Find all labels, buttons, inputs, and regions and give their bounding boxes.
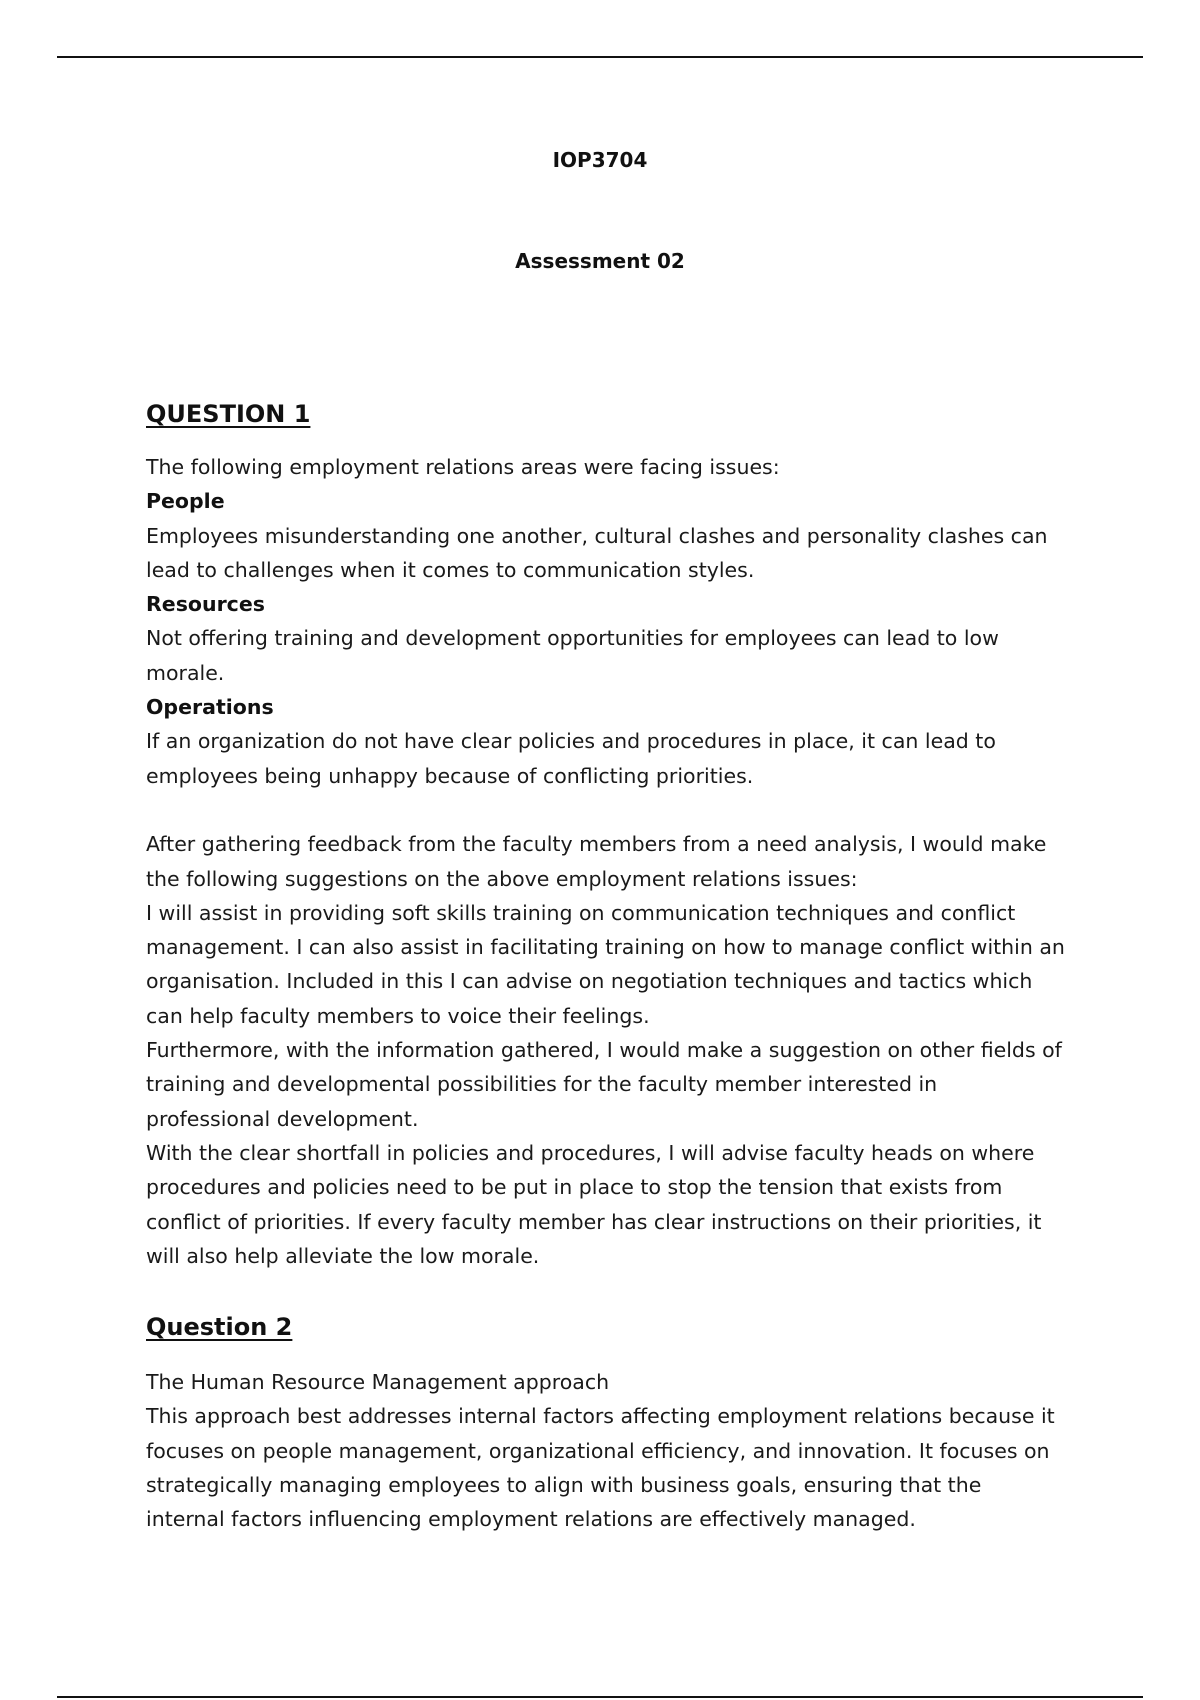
question-1-body [146,450,1066,1273]
question-1-heading: QUESTION 1 [146,400,311,428]
suggestion-paragraph: Furthermore, with the information gathered, I would make a suggestion on other fields of training and developmental possibilities for the faculty member interested in professional development. [146,1038,1062,1131]
q1-intro: The following employment relations areas were facing issues: [146,455,780,479]
question-2-body [146,1365,1066,1536]
suggestions-intro: After gathering feedback from the faculty members from a need analysis, I would make the following suggestions on the above employment relations issues: [146,832,1047,891]
area-text-resources: Not offering training and development opportunities for employees can lead to low morale. [146,626,999,685]
suggestion-paragraph: I will assist in providing soft skills training on communication techniques and conflict management. I can also assist in facilitating training on how to manage conflict within an organisation. Included in this I can advise on negotiation techniques and tactics which can help faculty members to voice their feelings. [146,900,1065,1028]
q2-approach: The Human Resource Management approach [146,1370,610,1394]
area-title-people: People [146,489,225,514]
suggestion-paragraph: With the clear shortfall in policies and procedures, I will advise faculty heads on where procedures and policies need to be put in place to stop the tension that exists from conflict of priorities. If every faculty member has clear instructions on their priorities, it will also help alleviate the low morale. [146,1140,1042,1268]
assessment-title: Assessment 02 [515,249,685,273]
bottom-rule [57,1696,1143,1698]
area-text-people: Employees misunderstanding one another, cultural clashes and personality clashes can lead to challenges when it comes to communication styles. [146,523,1048,582]
question-2-heading: Question 2 [146,1313,293,1341]
paragraph-gap [146,793,1066,827]
course-code: IOP3704 [552,148,648,172]
area-text-operations: If an organization do not have clear policies and procedures in place, it can lead to employees being unhappy because of conflicting priorities. [146,729,996,788]
area-title-resources: Resources [146,592,265,617]
q2-text: This approach best addresses internal factors affecting employment relations because it focuses on people management, organizational efficiency, and innovation. It focuses on strategically managing employees to align with business goals, ensuring that the internal factors influencing employment relations are effectively managed. [146,1404,1055,1532]
area-title-operations: Operations [146,695,274,720]
top-rule [57,56,1143,58]
